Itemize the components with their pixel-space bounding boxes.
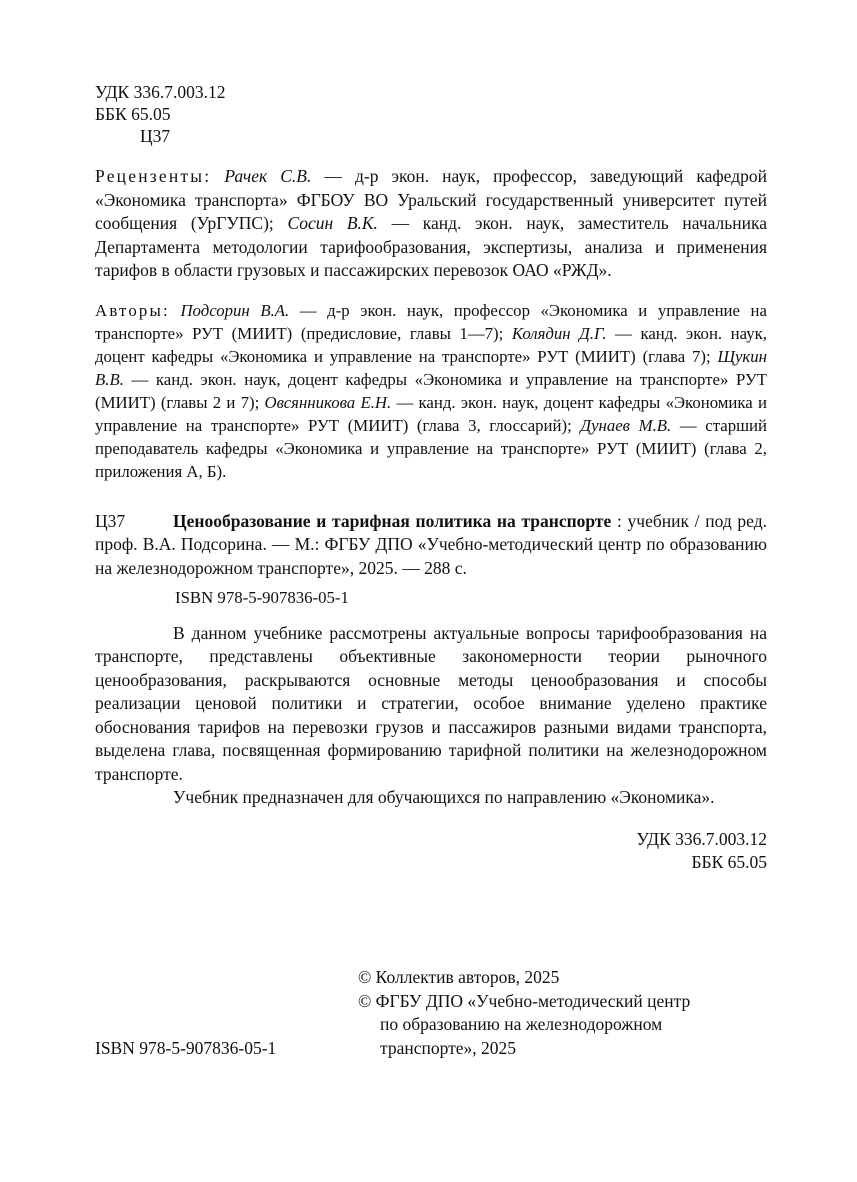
authors-paragraph: [95, 299, 767, 483]
copyright-line: транспорте», 2025: [380, 1037, 517, 1058]
footer: [95, 966, 767, 1076]
imprint-content: [95, 81, 767, 874]
author-sign: Ц37: [140, 126, 171, 146]
classification-codes-bottom: [95, 828, 767, 874]
isbn-bottom: ISBN 978-5-907836-05-1: [95, 1038, 277, 1058]
author-info: — старший преподаватель кафедры «Экономика и управление на транспорте» РУТ (МИИТ) (глава 2, приложения А, Б).: [95, 415, 768, 481]
copyright-line: © Коллектив авторов, 2025: [358, 967, 560, 987]
author-name: Подсорин В.А.: [180, 300, 290, 320]
author-name: Дунаев М.В.: [580, 415, 672, 435]
entry-details: : учебник / под ред. проф. В.А. Подсорина. — М.: ФГБУ ДПО «Учебно-методический центр по образованию на железнодорожном транспорте», 2025. — 288 с.: [95, 510, 767, 578]
author-info: — канд. экон. наук, доцент кафедры «Экономика и управление на транспорте» РУТ (МИИТ) (глава 3, глоссарий);: [95, 392, 767, 435]
copyright-line: по образованию на железнодорожном: [380, 1014, 663, 1034]
author-info: — д-р экон. наук, профессор «Экономика и управление на транспорте» РУТ (МИИТ) (предисловие, главы 1—7);: [95, 300, 767, 343]
copyright-line: © ФГБУ ДПО «Учебно-методический центр: [358, 990, 691, 1011]
entry-description: [95, 510, 767, 581]
annotation: [95, 622, 767, 810]
book-title: Ценообразование и тарифная политика на транспорте: [173, 510, 612, 531]
entry-isbn: ISBN 978-5-907836-05-1: [175, 588, 349, 607]
author-name: Овсянникова Е.Н.: [264, 392, 392, 412]
udk-code: УДК 336.7.003.12: [95, 82, 226, 102]
annotation-paragraph: Учебник предназначен для обучающихся по направлению «Экономика».: [173, 787, 715, 807]
reviewer-name: Рачек С.В.: [224, 166, 312, 186]
authors-label: Авторы:: [95, 300, 170, 320]
reviewers-label: Рецензенты:: [95, 166, 212, 186]
bbk-code: ББК 65.05: [95, 104, 171, 124]
copyright-block: [358, 966, 778, 1060]
classification-codes: [95, 81, 767, 147]
author-name: Щукин В.В.: [95, 346, 767, 389]
reviewers-paragraph: [95, 165, 767, 283]
entry-author-sign: Ц37: [95, 510, 126, 531]
bibliographic-entry: [95, 510, 767, 581]
author-info: — канд. экон. наук, доцент кафедры «Экономика и управление на транспорте» РУТ (МИИТ) (глава 7);: [95, 323, 767, 366]
bbk-code-bottom: ББК 65.05: [691, 851, 767, 872]
reviewer-info: — канд. экон. наук, заместитель начальника Департамента методологии тарифообразования, экспертизы, анализа и применения тарифов в области грузовых и пассажирских перевозок ОАО «РЖД».: [95, 213, 767, 280]
reviewer-name: Сосин В.К.: [287, 213, 378, 233]
reviewer-info: — д-р экон. наук, профессор, заведующий кафедрой «Экономика транспорта» ФГБОУ ВО Уральский государственный университет путей сообщения (УрГУПС);: [95, 166, 767, 233]
udk-code-bottom: УДК 336.7.003.12: [636, 828, 767, 849]
author-name: Колядин Д.Г.: [511, 323, 607, 343]
annotation-paragraph: В данном учебнике рассмотрены актуальные вопросы тарифообразования на транспорте, представлены объективные закономерности теории рыночного ценообразования, раскрываются основные методы ценообразования и способы реализации ценовой политики и стратегии, особое внимание уделено практике обоснования тарифов на перевозки грузов и пассажиров разными видами транспорта, выделена глава, посвященная формированию тарифной политики на железнодорожном транспорте.: [95, 622, 767, 784]
author-info: — канд. экон. наук, доцент кафедры «Экономика и управление на транспорте» РУТ (МИИТ) (главы 2 и 7);: [95, 369, 767, 412]
